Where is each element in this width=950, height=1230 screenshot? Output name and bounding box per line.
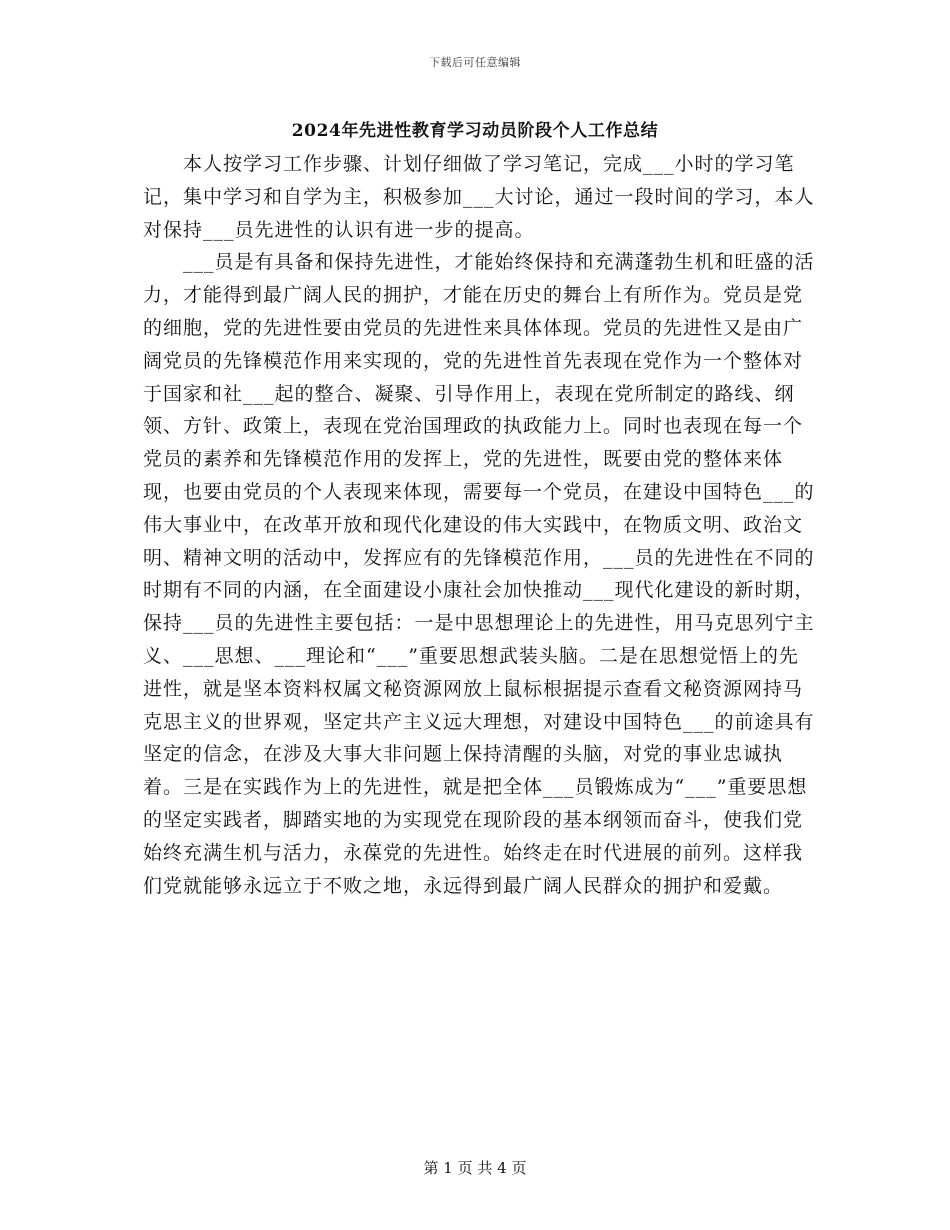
page-number: 第 1 页 共 4 页 <box>423 1159 527 1177</box>
document-body <box>143 148 815 902</box>
paragraph: ___员是有具备和保持先进性，才能始终保持和充满蓬勃生机和旺盛的活力，才能得到最广阔人民的拥护，才能在历史的舞台上有所作为。党员是党的细胞，党的先进性要由党员的先进性来具体体现。党员的先进性又是由广阔党员的先锋模范作用来实现的，党的先进性首先表现在党作为一个整体对于国家和社___起的整合、凝聚、引导作用上，表现在党所制定的路线、纲领、方针、政策上，表现在党治国理政的执政能力上。同时也表现在每一个党员的素养和先锋模范作用的发挥上，党的先进性，既要由党的整体来体现，也要由党员的个人表现来体现，需要每一个党员，在建设中国特色___的伟大事业中，在改革开放和现代化建设的伟大实践中，在物质文明、政治文明、精神文明的活动中，发挥应有的先锋模范作用，___员的先进性在不同的时期有不同的内涵，在全面建设小康社会加快推动___现代化建设的新时期，保持___员的先进性主要包括：一是中思想理论上的先进性，用马克思列宁主义、___思想、___理论和“___”重要思想武装头脑。二是在思想觉悟上的先进性，就是坚本资料权属文秘资源网放上鼠标根据提示查看文秘资源网持马克思主义的世界观，坚定共产主义远大理想，对建设中国特色___的前途具有坚定的信念，在涉及大事大非问题上保持清醒的头脑，对党的事业忠诚执着。三是在实践作为上的先进性，就是把全体___员锻炼成为“___”重要思想的坚定实践者，脚踏实地的为实现党在现阶段的基本纲领而奋斗，使我们党始终充满生机与活力，永葆党的先进性。始终走在时代进展的前列。这样我们党就能够永远立于不败之地，永远得到最广阔人民群众的拥护和爱戴。 <box>143 251 815 897</box>
paragraph: 本人按学习工作步骤、计划仔细做了学习笔记，完成___小时的学习笔记，集中学习和自学为主，积极参加___大讨论，通过一段时间的学习，本人对保持___员先进性的认识有进一步的提高。 <box>143 153 815 241</box>
header-note: 下载后可任意编辑 <box>429 56 521 69</box>
document-title: 2024年先进性教育学习动员阶段个人工作总结 <box>291 121 659 141</box>
